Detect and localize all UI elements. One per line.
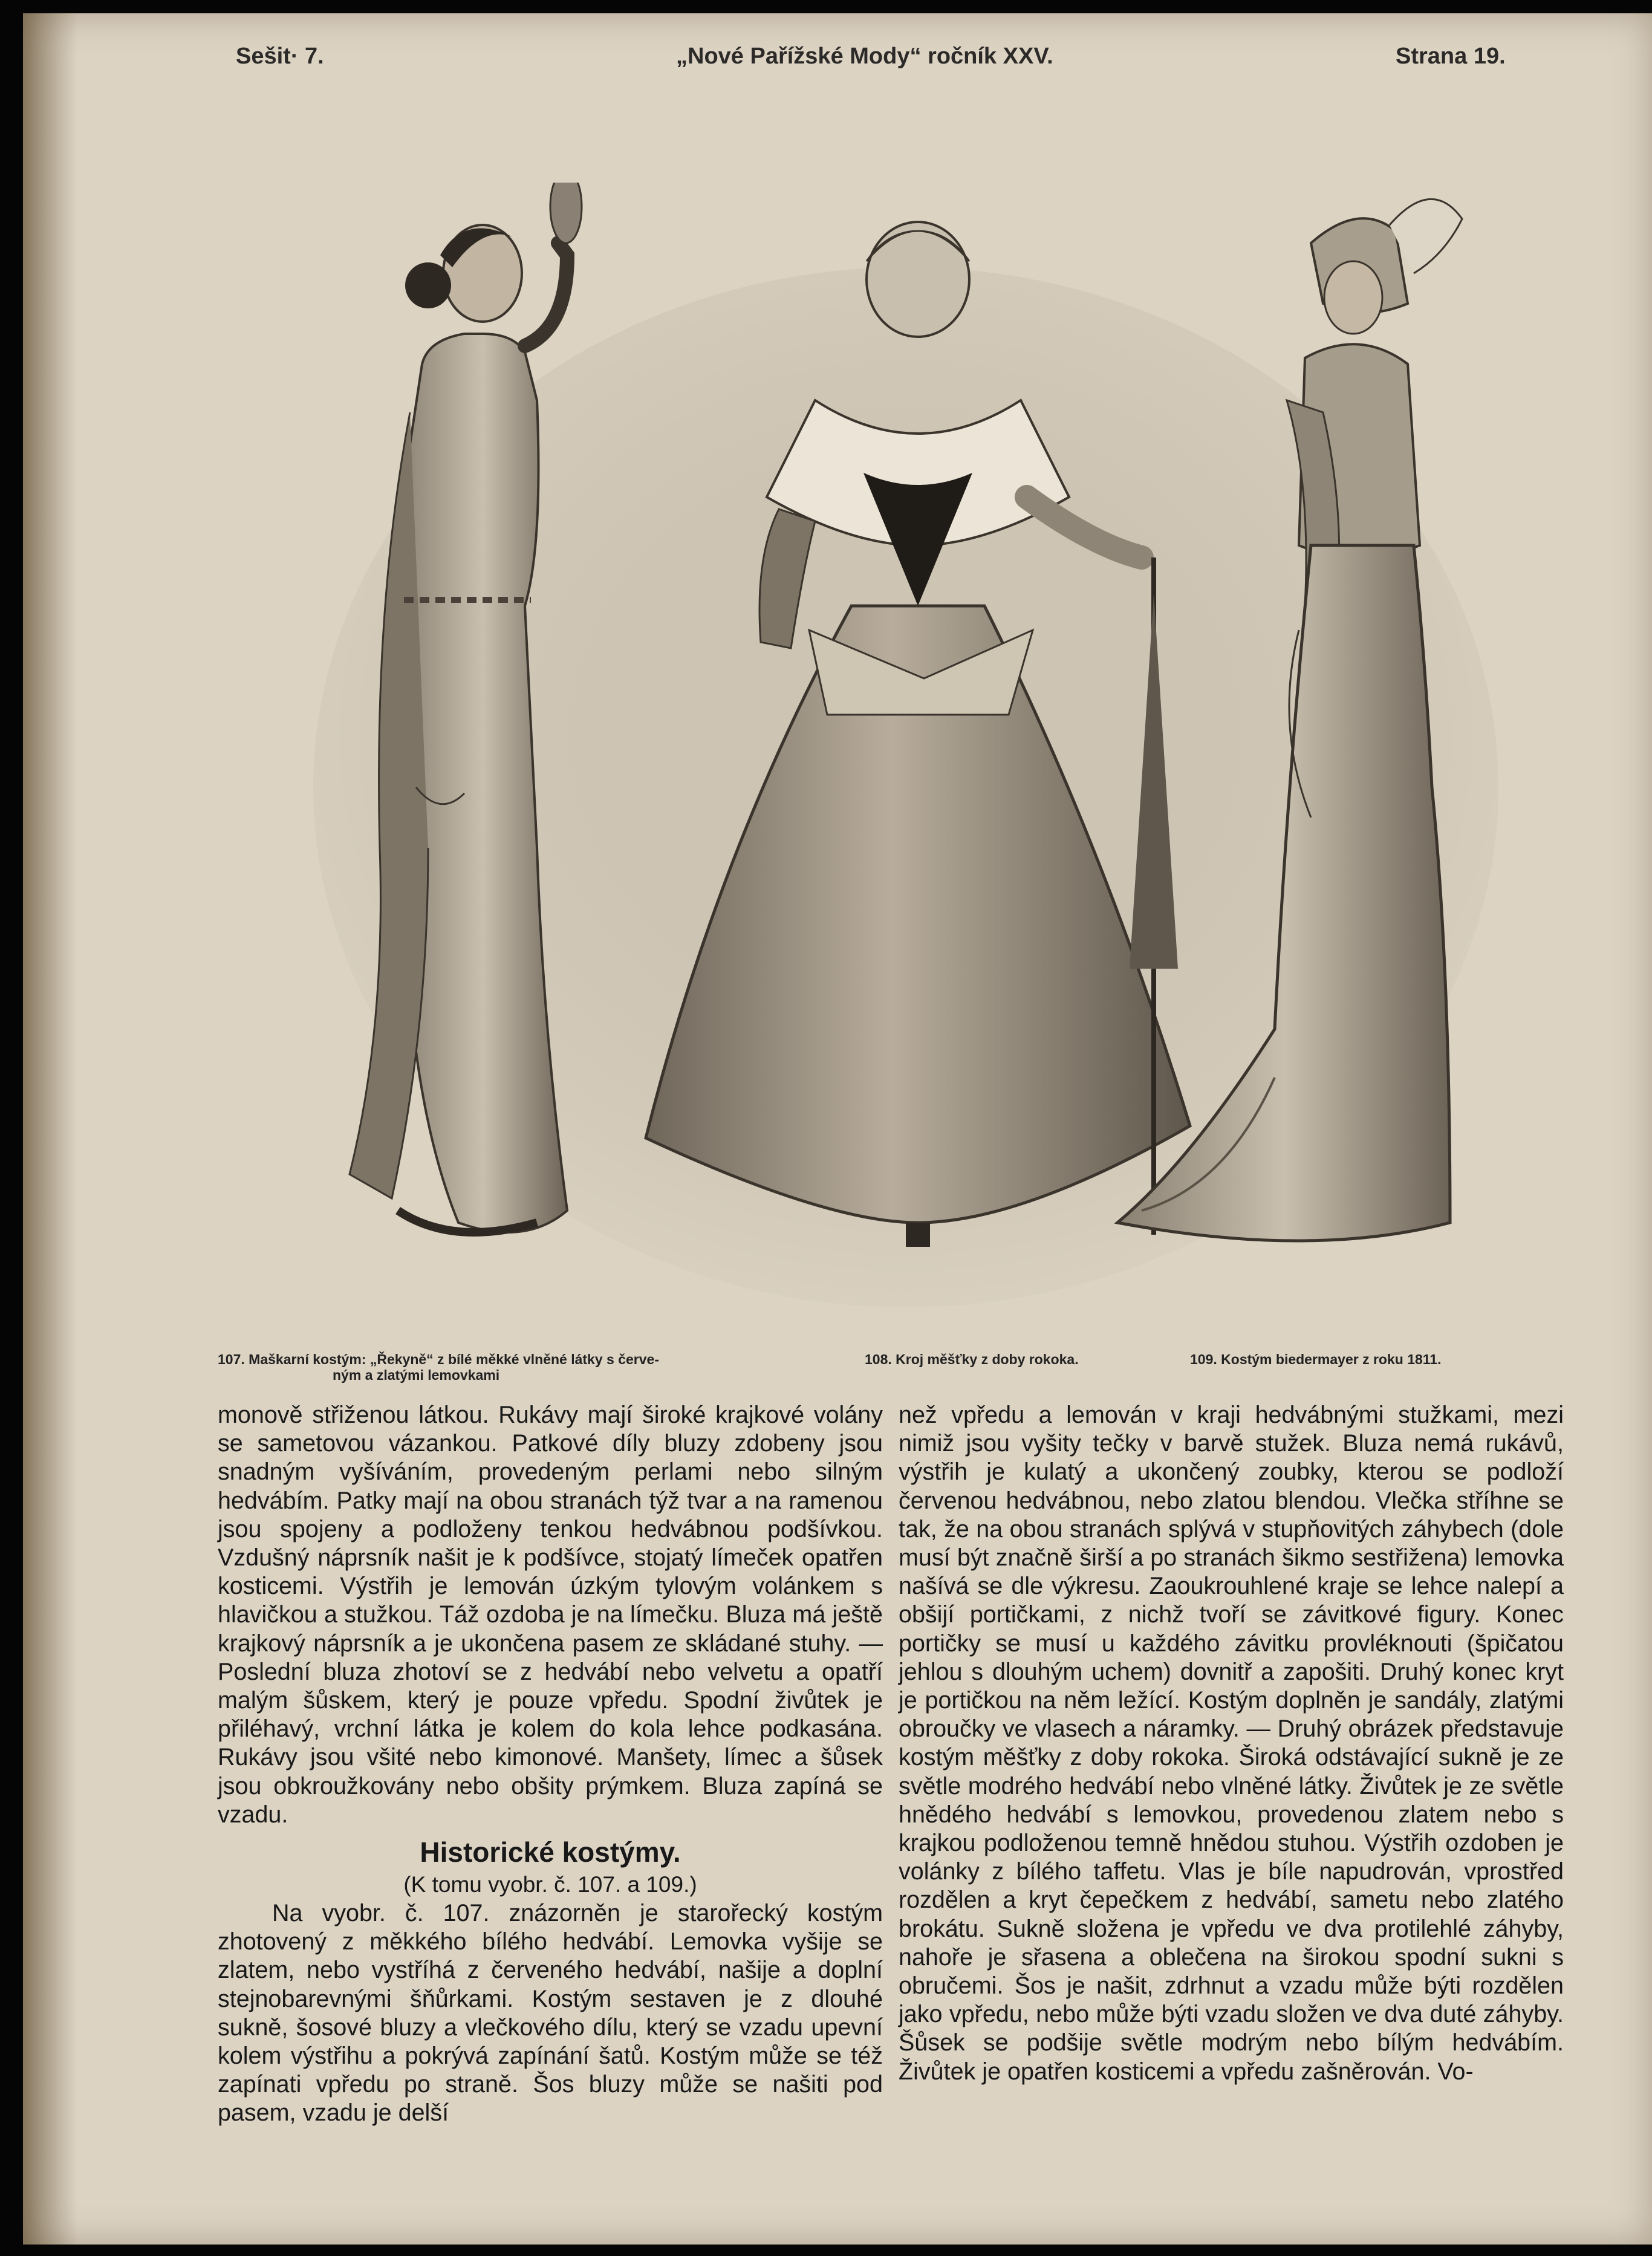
section-subheading: (K tomu vyobr. č. 107. a 109.) (403, 1872, 697, 1897)
right-column (899, 1401, 1564, 2086)
caption-107 (218, 1351, 859, 1383)
left-column (218, 1401, 883, 2128)
left-paragraph-2: Na vyobr. č. 107. znázorněn je starořecký kostým zhotovený z měkkého bílého hedvábí. Lemovka vyšije se zlatem, nebo vystříhá z červeného hedvábí, našije a doplní stejnobarevnými šňůrkami. Kostým sestaven je z dlouhé sukně, šosové bluzy a vlečkového dílu, který se vzadu upevní kolem výstřihu a pokrývá zapínání šatů. Kostým může se též zapínati vpředu po straně. Šos bluzy může se našiti pod pasem, vzadu je delší (218, 1900, 883, 2127)
magazine-title: „Nové Pařížské Mody“ ročník XXV. (676, 44, 1053, 69)
fashion-illustration (283, 183, 1529, 1368)
caption-109: 109. Kostým biedermayer z roku 1811. (1190, 1351, 1442, 1367)
caption-107-line1: 107. Maškarní kostým: „Řekyně“ z bílé měkké vlněné látky s červe- (218, 1351, 659, 1367)
caption-108: 108. Kroj měšťky z doby rokoka. (865, 1351, 1079, 1367)
left-paragraph-1: monově střiženou látkou. Rukávy mají široké krajkové volány se sametovou vázankou. Patkové díly bluzy zdobeny jsou snadným vyšíváním, provedeným perlami nebo silným hedvábím. Patky mají na obou stranách týž tvar a na ramenou jsou spojeny a podloženy tenkou hedvábnou podšívkou. Vzdušný náprsník našit je k podšívce, stojatý límeček opatřen kosticemi. Výstřih je lemován úzkým tylovým volánkem s hlavičkou a stužkou. Táž ozdoba je na límečku. Bluza má ještě krajkový náprsník a je ukončena pasem ze skládané stuhy. — Poslední bluza zhotoví se z hedvábí nebo velvetu a opatří malým šůskem, který je pouze vpředu. Spodní živůtek je přiléhavý, vrchní látka je kolem do kola lehce podkasána. Rukávy jsou všité nebo kimonové. Manšety, límec a šůsek jsou obkroužkovány nebo obšity prýmkem. Bluza zapíná se vzadu. (218, 1402, 883, 1828)
issue-number: Sešit· 7. (236, 44, 324, 69)
page-edge-shadow (23, 13, 77, 2245)
section-heading: Historické kostýmy. (420, 1836, 681, 1868)
page-number: Strana 19. (1396, 44, 1506, 69)
magazine-page (23, 13, 1652, 2245)
right-paragraph-1: než vpředu a lemován v kraji hedvábnými stužkami, mezi nimiž jsou vyšity tečky v barvě stužek. Bluza nemá rukávů, výstřih je kulatý a ukončený zoubky, kterou se podloží červenou hedvábnou, nebo zlatou blendou. Vlečka stříhne se tak, že na obou stranách splývá v stupňovitých záhybech (dole musí být značně širší a po stranách šikmo sestřižena) lemovka našívá se dle výkresu. Zaoukrouhlené kraje se lehce nalepí a obšijí portičkami, z nichž tvoří se závitkové figury. Konec portičky se musí u každého závitku provléknouti (špičatou jehlou s dlouhým uchem) dovnitř a zapošiti. Druhý konec kryt je portičkou na něm ležící. Kostým doplněn je sandály, zlatými obroučky ve vlasech a náramky. — Druhý obrázek představuje kostým měšťky z doby rokoka. Široká odstávající sukně je ze světle modrého hedvábí nebo vlněné látky. Živůtek je ze světle hnědého hedvábí s lemovkou, provedenou zlatem nebo s krajkou podloženou temně hnědou stuhou. Výstřih ozdoben je volánky z bílého taffetu. Vlas je bíle napudrován, vprostřed rozdělen a kryt čepečkem z hedvábí, sametu nebo zlatého brokátu. Sukně složena je vpředu ve dva protilehlé záhyby, nahoře je sřasena a oblečena na širokou spodní sukni s obručemi. Šos je našit, zdrhnut a vzadu může býti rozdělen jako vpředu, nebo může býti vzadu složen ve dva duté záhyby. Šůsek se podšije světle modrým nebo bílým hedvábím. Živůtek je opatřen kosticemi a vpředu zašněrován. Vo- (899, 1402, 1564, 2085)
caption-107-line2: ným a zlatými lemovkami (333, 1367, 500, 1383)
